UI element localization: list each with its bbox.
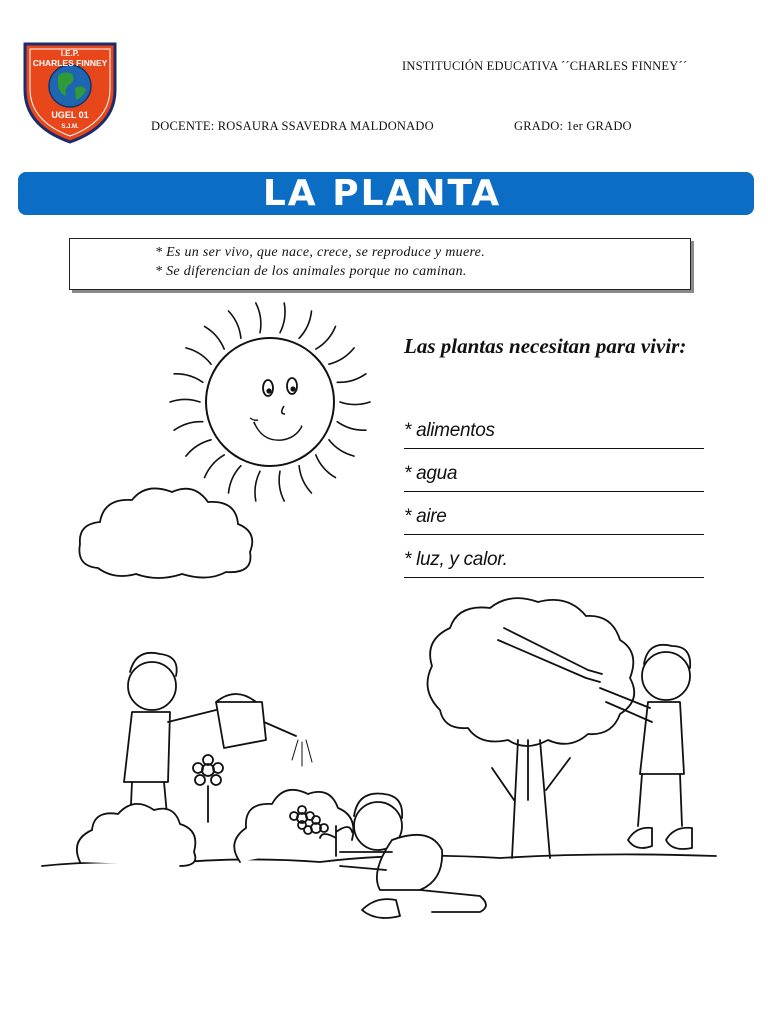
need-item: * luz, y calor. (404, 549, 704, 578)
needs-heading: Las plantas necesitan para vivir: (404, 334, 687, 358)
cloud-icon (70, 478, 260, 583)
teacher-name: DOCENTE: ROSAURA SSAVEDRA MALDONADO (151, 119, 434, 133)
sun-ray (170, 399, 200, 402)
logo-ring-text: CHARLES FINNEY (32, 58, 108, 68)
sun-ray (280, 303, 285, 333)
sun-ray (174, 374, 203, 383)
need-item: * agua (404, 463, 704, 492)
logo-sub-text: S.J.M. (61, 124, 79, 130)
sun-ray (186, 440, 211, 456)
sun-ray (299, 466, 311, 493)
definition-box (69, 238, 691, 290)
need-item: * alimentos (404, 420, 704, 449)
school-name: INSTITUCIÓN EDUCATIVA ´´CHARLES FINNEY´´ (402, 59, 688, 73)
sun-ray (229, 311, 241, 338)
sun-ray (186, 348, 211, 364)
need-item: * aire (404, 506, 704, 535)
sun-ray (329, 440, 354, 456)
sun-ray (299, 311, 311, 338)
watering-can-icon (216, 694, 296, 748)
sun-ray (329, 348, 354, 364)
sun-ray (279, 471, 284, 501)
sun-ray (205, 455, 225, 478)
globe-icon (49, 65, 91, 107)
sun-ray (316, 455, 336, 478)
sun-ray (337, 374, 366, 383)
logo-top-text: I.E.P. (60, 49, 80, 58)
sun-ray (256, 303, 261, 333)
flower-icon (193, 755, 223, 822)
page-title: LA PLANTA (262, 172, 502, 214)
children-gardening-illustration (40, 590, 720, 930)
definition-line: * Se diferencian de los animales porque no caminan. (155, 264, 467, 279)
tree-icon (428, 598, 635, 746)
sun-ray (337, 422, 366, 431)
title-banner (18, 172, 754, 215)
sun-ray (340, 402, 370, 405)
bush-icon (77, 804, 196, 866)
definition-line: * Es un ser vivo, que nace, crece, se reproduce y muere. (155, 245, 485, 260)
grade-label: GRADO: 1er GRADO (514, 119, 632, 133)
sun-ray (174, 422, 203, 431)
sun-ray (316, 326, 336, 349)
logo-bottom-text: UGEL 01 (51, 110, 89, 120)
school-logo (20, 38, 120, 144)
sun-ray (205, 326, 225, 349)
